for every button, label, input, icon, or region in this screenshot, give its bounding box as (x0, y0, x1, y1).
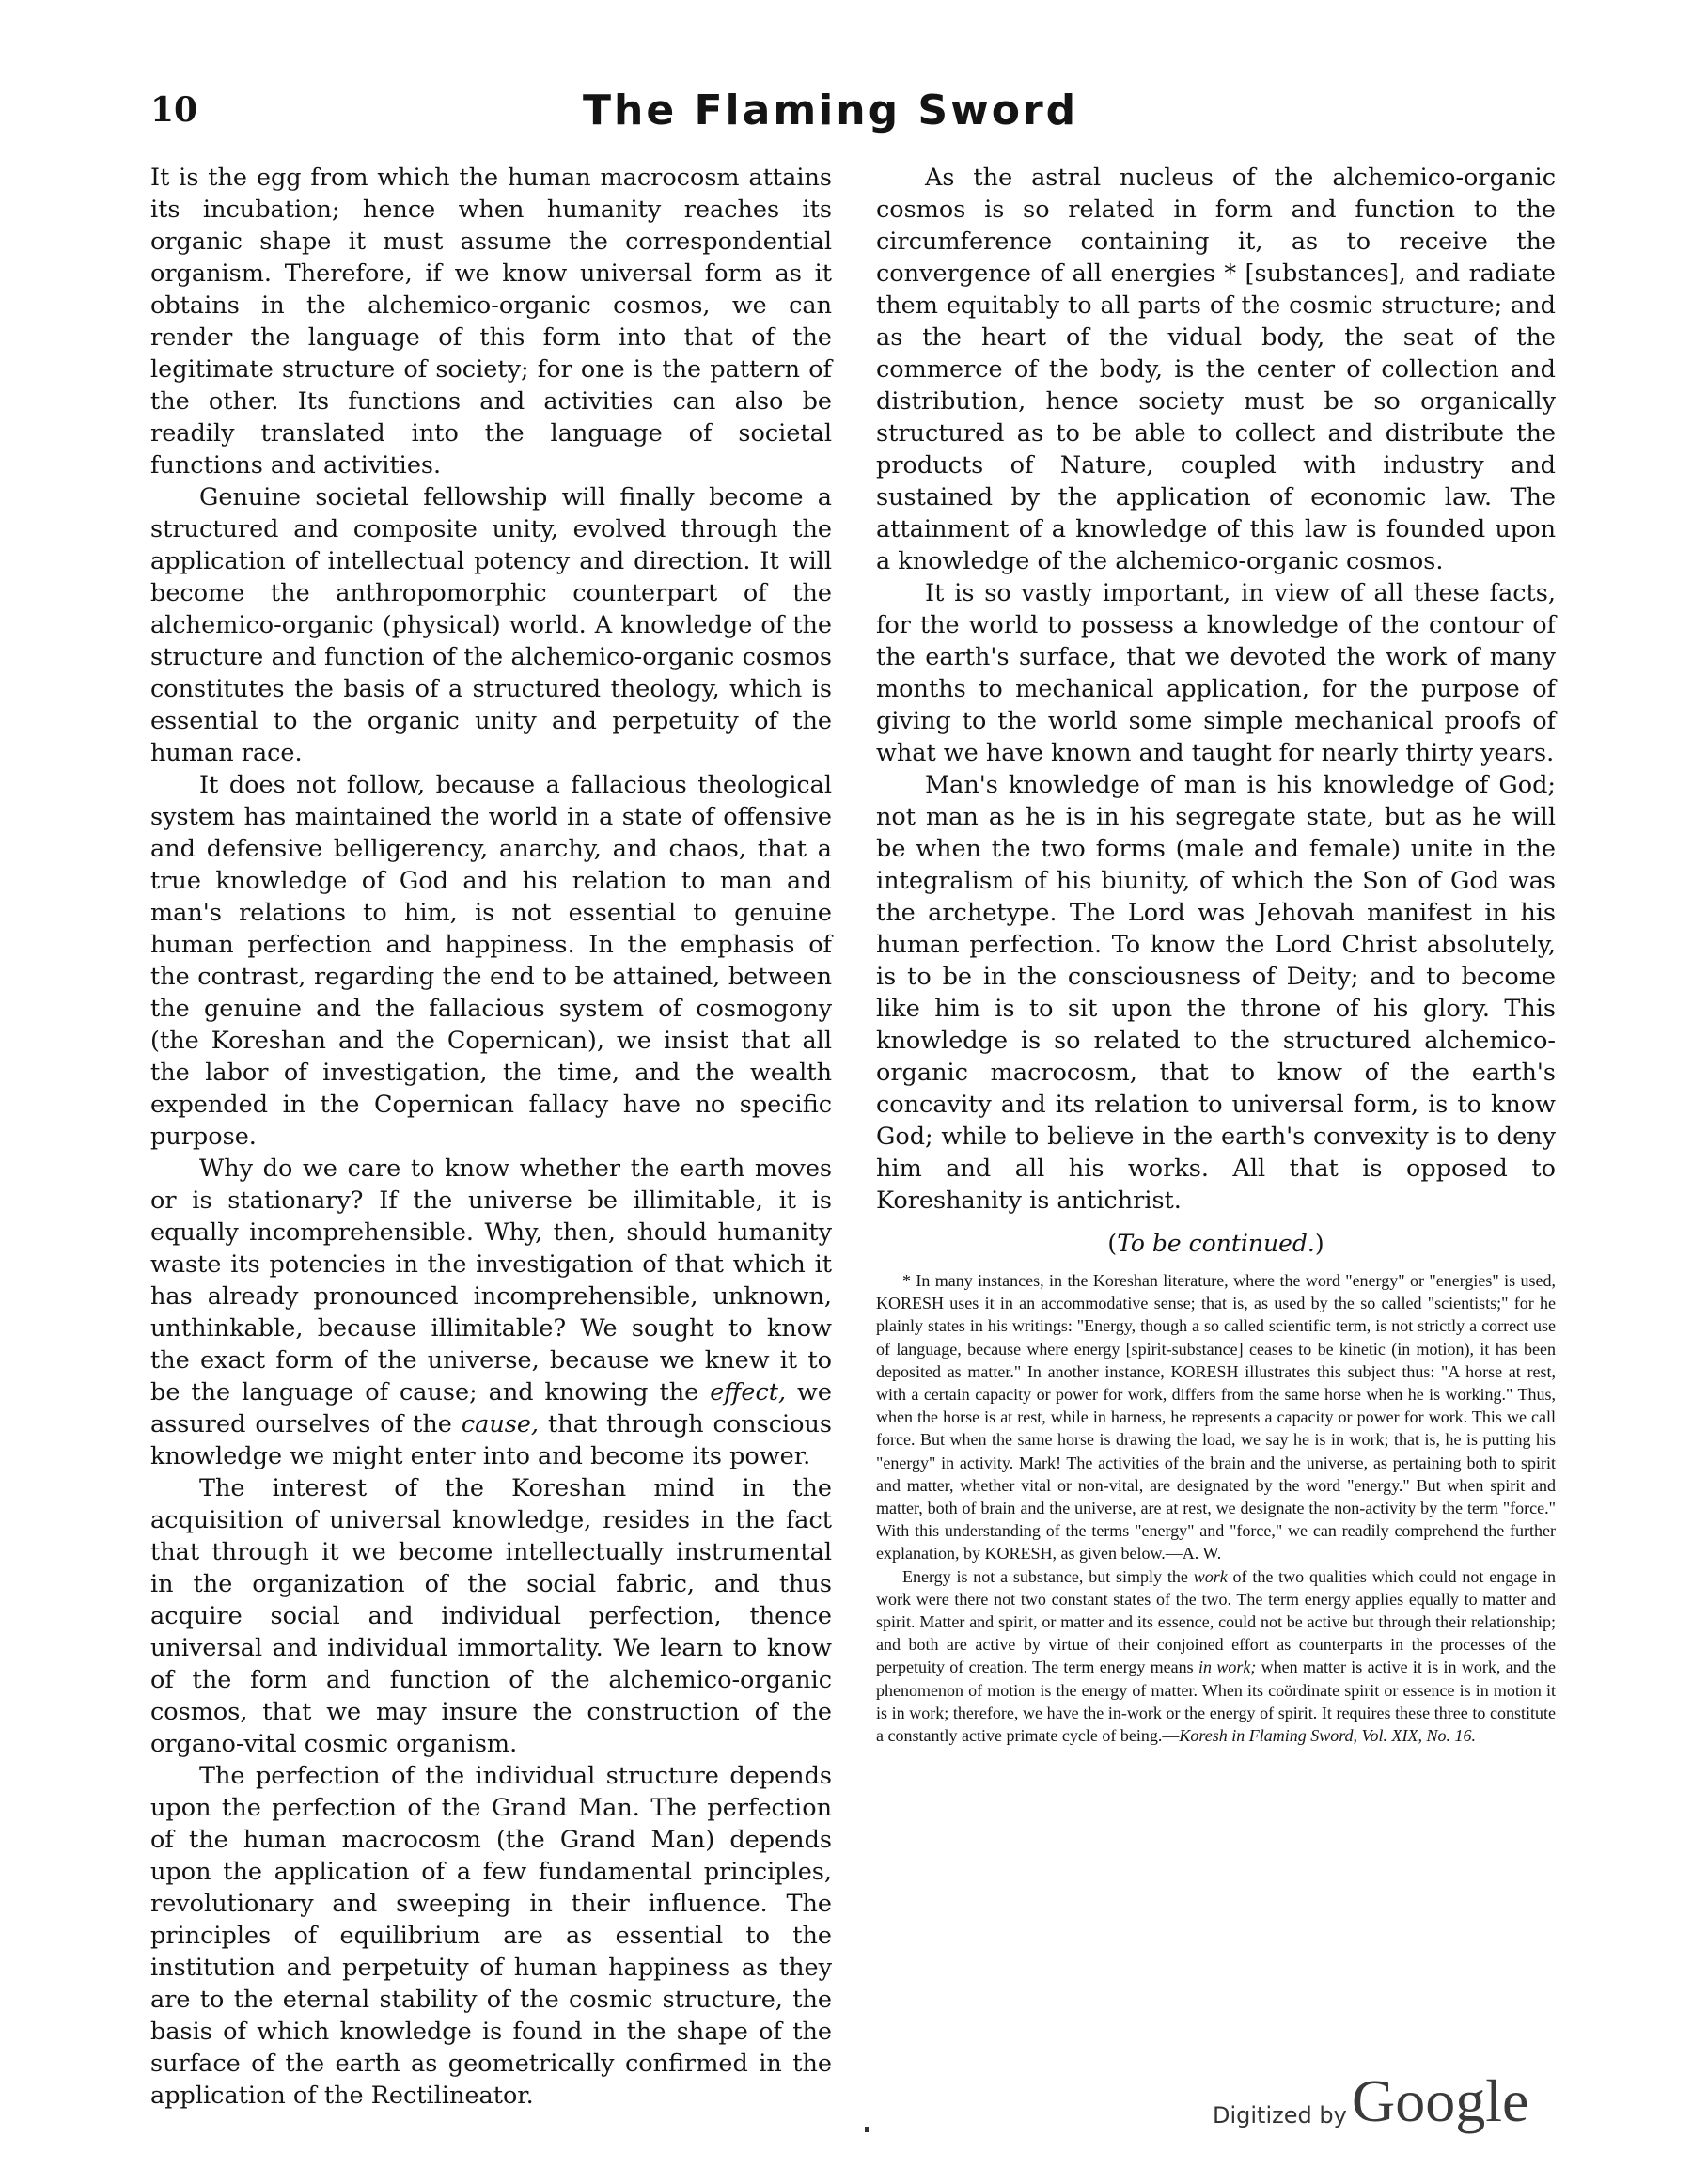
paragraph: As the astral nucleus of the alchemico-organic cosmos is so related in form and function to the circumference containing it, as to receive the convergence of all energies * [substances], and radiate them equitably to all parts of the cosmic structure; and as the heart of the vidual body, the seat of the commerce of the body, is the center of collection and distribution, hence society must be so organically structured as to be able to collect and distribute the products of Nature, coupled with industry and sustained by the application of economic law. The attainment of a knowledge of this law is founded upon a knowledge of the alchemico-organic cosmos. (876, 164, 1556, 575)
continued-text: To be continued. (1117, 1230, 1315, 1257)
page-header (150, 86, 1137, 143)
print-speck (865, 2127, 869, 2132)
paragraph (150, 1153, 832, 1472)
right-column (876, 162, 1556, 1747)
text-run: of the two qualities which could not engage in work were there not two constant states of the two. The term energy applies equally to matter and spirit. Matter and spirit, or matter and its essence, could not be active but through their relationship; and both are active by virtue of their conjoined effort as counterparts in the processes of the perpetuity of creation. The term energy means (876, 1566, 1556, 1677)
paragraph: The interest of the Koreshan mind in the acquisition of universal knowledge, resides in the fact that through it we become intellectually instrumental in the organization of the social fabric, and thus acquire social and individual perfection, thence universal and individual immortality. We learn to know of the form and function of the alchemico-organic cosmos, that we may insure the construction of the organo-vital cosmic organism. (150, 1474, 832, 1758)
citation: Koresh in Flaming Sword, Vol. XIX, No. 16. (1179, 1726, 1477, 1746)
paragraph: It is the egg from which the human macrocosm attains its incubation; hence when humanity reaches its organic shape it must assume the correspondential organism. Therefore, if we know universal form as it obtains in the alchemico-organic cosmos, we can render the language of this form into that of the legitimate structure of society; for one is the pattern of the other. Its functions and activities can also be readily translated into the language of societal functions and activities. (150, 164, 832, 479)
emphasis-effect: effect, (710, 1378, 787, 1406)
page-number: 10 (150, 90, 198, 130)
text-run: that through conscious knowledge we might enter into and become its power. (150, 1410, 832, 1470)
footnote: * In many instances, in the Koreshan literature, where the word "energy" or "energies" is used, KORESH uses it in an accommodative sense; that is, as used by the so called "scientists;" for he plainly states in his writings: "Energy, though a so called scientific term, is not strictly a correct use of language, because where energy [spirit-substance] ceases to be kinetic (in motion), it has been deposited as matter." In another instance, KORESH illustrates this subject thus: "A horse at rest, with a certain capacity or power for work, differs from the same horse when he is working." Thus, when the horse is at rest, while in harness, he represents a capacity or power for work. This we call force. But when the same horse is drawing the load, we say he is in work; that is, he is putting his "energy" in activity. Mark! The activities of the brain and the universe, as pertaining both to spirit and matter, whether vital or non-vital, are designated by the word "energy." But when spirit and matter, both of brain and the universe, are at rest, we designate the non-activity by the term "force." With this understanding of the terms "energy" and "force," we can readily comprehend the further explanation, by KORESH, as given below.—A. W. (876, 1271, 1556, 1563)
text-run: Why do we care to know whether the earth moves or is stationary? If the universe be illimitable, it is equally incomprehensible. Why, then, should humanity waste its potencies in the investigation of that which it has already pronounced incomprehensible, unknown, unthinkable, because illimitable? We sought to know the exact form of the universe, because we knew it to be the language of cause; and knowing the (150, 1155, 832, 1406)
google-logo: Google (1352, 2067, 1529, 2134)
paragraph: It is so vastly important, in view of all these facts, for the world to possess a knowledge of the contour of the earth's surface, that we devoted the work of many months to mechanical application, for the purpose of giving to the world some simple mechanical proofs of what we have known and taught for nearly thirty years. (876, 579, 1556, 767)
paragraph: Man's knowledge of man is his knowledge of God; not man as he is in his segregate state, but as he will be when the two forms (male and female) unite in the integralism of his biunity, of which the Son of God was the archetype. The Lord was Jehovah manifest in his human perfection. To know the Lord Christ absolutely, is to be in the consciousness of Deity; and to become like him is to sit upon the throne of his glory. This knowledge is so related to the structured alchemico-organic macrocosm, that to know of the earth's concavity and its relation to universal form, is to know God; while to believe in the earth's convexity is to deny him and all his works. All that is opposed to Koreshanity is antichrist. (876, 771, 1556, 1215)
footnotes (876, 1269, 1556, 1747)
footnote (876, 1565, 1556, 1748)
left-column (150, 162, 832, 2112)
text-run: when matter is active it is in work, and the phenomenon of motion is the energy of matter. When its coördinate spirit or essence is in motion it is in work; therefore, we have the in-work or the energy of spirit. It requires these three to constitute a constantly active primate cycle of being.— (876, 1658, 1557, 1746)
continued-note: (To be continued.) (1107, 1230, 1324, 1257)
emphasis-cause: cause, (461, 1410, 540, 1438)
digitized-by-watermark (1213, 2066, 1607, 2142)
text-run: Energy is not a substance, but simply the (902, 1566, 1194, 1586)
running-title: The Flaming Sword (583, 86, 1079, 134)
text-run: we assured ourselves of the (150, 1378, 832, 1438)
paragraph: It does not follow, because a fallacious theological system has maintained the world in a state of offensive and defensive belligerency, anarchy, and chaos, that a true knowledge of God and his relation to man and man's relations to him, is not essential to genuine human perfection and happiness. In the emphasis of the contrast, regarding the end to be attained, between the genuine and the fallacious system of cosmogony (the Koreshan and the Copernican), we insist that all the labor of investigation, the time, and the wealth expended in the Copernican fallacy have no specific purpose. (150, 771, 832, 1151)
paragraph: The perfection of the individual structure depends upon the perfection of the Grand Man. The perfection of the human macrocosm (the Grand Man) depends upon the application of a few fundamental principles, revolutionary and sweeping in their influence. The principles of equilibrium are as essential to the institution and perpetuity of human happiness as they are to the eternal stability of the cosmic structure, the basis of which knowledge is found in the shape of the surface of the earth as geometrically confirmed in the application of the Rectilineator. (150, 1762, 832, 2110)
emphasis-in-work: in work; (1198, 1658, 1257, 1677)
emphasis-work: work (1193, 1566, 1228, 1586)
paragraph: Genuine societal fellowship will finally become a structured and composite unity, evolved through the application of intellectual potency and direction. It will become the anthropomorphic counterpart of the alchemico-organic (physical) world. A knowledge of the structure and function of the alchemico-organic cosmos constitutes the basis of a structured theology, which is essential to the organic unity and perpetuity of the human race. (150, 483, 832, 767)
digitized-by-text: Digitized by (1213, 2102, 1347, 2129)
